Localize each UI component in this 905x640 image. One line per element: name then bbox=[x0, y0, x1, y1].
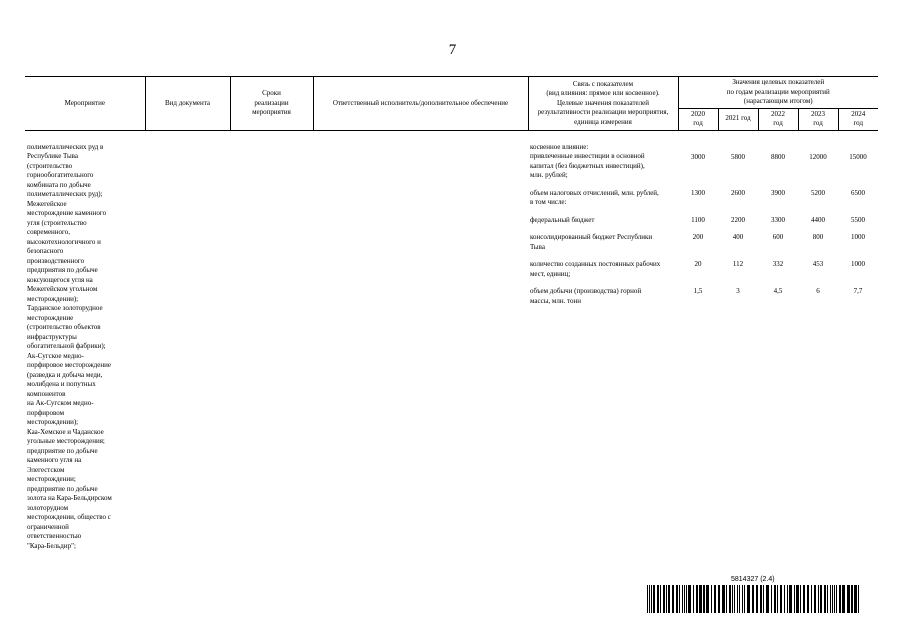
indicator-value: 800 bbox=[812, 233, 824, 241]
indicator-line: массы, млн. тонн bbox=[530, 296, 582, 305]
indicators-cell bbox=[528, 130, 878, 551]
activity-line: месторождении, общество с bbox=[27, 513, 111, 521]
header-year-2024: 2024 год bbox=[838, 108, 878, 130]
indicator-label bbox=[528, 216, 678, 234]
indicator-row bbox=[528, 233, 878, 260]
header-activity: Мероприятие bbox=[25, 77, 145, 131]
activity-line: порфировое месторождение bbox=[27, 361, 111, 369]
indicator-line: капитал (без бюджетных инвестиций), bbox=[530, 161, 645, 170]
indicator-value: 2200 bbox=[731, 215, 745, 224]
activity-line: предприятие по добыче bbox=[27, 484, 98, 493]
indicator-line: консолидированный бюджет Республики bbox=[530, 233, 653, 241]
header-year-2022: 2022 год bbox=[758, 108, 798, 130]
activity-line: современного, bbox=[27, 228, 70, 236]
activity-line: "Кара-Бельдир"; bbox=[27, 541, 76, 550]
activity-line: компонентов bbox=[27, 389, 66, 398]
indicator-value: 1000 bbox=[851, 260, 865, 268]
indicator-line: объем налоговых отчислений, млн. рублей, bbox=[530, 188, 659, 197]
indicator-value: 600 bbox=[772, 233, 784, 241]
indicator-row bbox=[528, 143, 878, 189]
indicator-value: 8800 bbox=[771, 152, 785, 161]
header-link-line: Целевые значения показателей bbox=[557, 98, 649, 107]
activity-line: на Ак-Сугском медно- bbox=[27, 399, 94, 407]
indicator-label bbox=[528, 189, 678, 216]
indicator-label bbox=[528, 143, 678, 189]
activity-line: Ак-Сугское медно- bbox=[27, 351, 84, 360]
header-year-2021: 2021 год bbox=[718, 108, 758, 130]
barcode bbox=[645, 576, 863, 614]
indicator-row bbox=[528, 260, 878, 287]
activity-line: полиметаллических руд); bbox=[27, 190, 103, 198]
activity-line: месторождение bbox=[27, 313, 74, 322]
activity-line: безопасного bbox=[27, 247, 64, 255]
header-doc-type: Вид документа bbox=[145, 77, 230, 131]
indicator-value: 200 bbox=[692, 233, 704, 241]
header-values-line: Значения целевых показателей bbox=[732, 78, 825, 86]
header-terms-line: мероприятия bbox=[252, 108, 291, 116]
activity-line: Межегейском угольном bbox=[27, 285, 98, 293]
activity-line: (строительство bbox=[27, 161, 73, 170]
indicator-value: 3 bbox=[736, 287, 740, 295]
activity-line: ответственностью bbox=[27, 532, 82, 540]
activity-line: порфировом bbox=[27, 408, 65, 417]
activity-line: Республике Тыва bbox=[27, 152, 79, 160]
indicator-value: 453 bbox=[812, 260, 824, 268]
header-values-line: (нарастающим итогом) bbox=[743, 97, 813, 105]
executor-cell bbox=[313, 130, 528, 551]
activity-line: каменного угля на bbox=[27, 456, 82, 464]
indicator-line: мест, единиц; bbox=[530, 269, 571, 278]
header-link-line: результативности реализации мероприятия, bbox=[537, 108, 669, 116]
indicator-value: 2600 bbox=[731, 188, 745, 197]
indicator-label bbox=[528, 260, 678, 287]
indicator-value: 1,5 bbox=[693, 287, 703, 295]
indicator-line: объем добычи (производства) горной bbox=[530, 287, 642, 295]
targets-table bbox=[25, 76, 878, 551]
indicator-value: 4400 bbox=[811, 215, 825, 224]
indicator-value: 1000 bbox=[851, 233, 865, 241]
indicator-line: привлеченные инвестиции в основной bbox=[530, 152, 645, 160]
header-terms-line: Сроки bbox=[262, 89, 281, 97]
activity-line: (разведка и добыча меди, bbox=[27, 370, 103, 379]
activity-line: комбината по добыче bbox=[27, 180, 91, 189]
indicator-value: 112 bbox=[732, 260, 744, 268]
table-row bbox=[25, 130, 878, 551]
indicator-value: 6 bbox=[816, 287, 820, 295]
header-terms-line: реализации bbox=[254, 98, 289, 107]
header-values-line: по годам реализации мероприятий bbox=[726, 87, 830, 96]
indicator-line: количество созданных постоянных рабочих bbox=[530, 260, 661, 268]
indicator-label bbox=[528, 287, 678, 314]
activity-line: угля (строительство bbox=[27, 218, 87, 227]
indicator-row bbox=[528, 216, 878, 234]
activity-line: Межегейское bbox=[27, 199, 67, 208]
indicator-value: 3900 bbox=[771, 188, 785, 197]
indicators-table bbox=[528, 143, 878, 315]
activity-line: ограниченной bbox=[27, 522, 69, 531]
indicator-row bbox=[528, 287, 878, 314]
indicator-value: 3300 bbox=[771, 215, 785, 224]
indicator-value: 1100 bbox=[691, 215, 705, 224]
header-link-line: единица измерения bbox=[574, 117, 632, 126]
activity-line: месторождении); bbox=[27, 418, 79, 426]
activity-line: Каа-Хемское и Чаданское bbox=[27, 427, 104, 436]
activity-line: предприятие по добыче bbox=[27, 446, 98, 455]
activity-line: золота на Кара-Бельдирском bbox=[27, 494, 112, 502]
indicator-value: 5800 bbox=[731, 152, 745, 161]
activity-line: Элегестском bbox=[27, 465, 65, 474]
activity-cell bbox=[25, 130, 145, 551]
barcode-number: 5814327 (2.4) bbox=[731, 576, 775, 583]
indicator-line: в том числе: bbox=[530, 198, 567, 206]
activity-line: инфраструктуры bbox=[27, 332, 77, 341]
activity-line: месторождении; bbox=[27, 475, 76, 483]
indicator-value: 1300 bbox=[691, 188, 705, 197]
activity-line: (строительство объектов bbox=[27, 323, 101, 331]
indicator-value: 332 bbox=[772, 260, 784, 268]
indicator-value: 5200 bbox=[811, 188, 825, 197]
indicator-row bbox=[528, 189, 878, 216]
page-number: 7 bbox=[448, 42, 457, 58]
activity-line: молибдена и попутных bbox=[27, 380, 96, 388]
activity-line: коксующегося угля на bbox=[27, 275, 93, 284]
activity-line: месторождении); bbox=[27, 294, 79, 303]
indicator-value: 20 bbox=[694, 260, 702, 268]
indicator-label bbox=[528, 233, 678, 260]
indicator-value: 7,7 bbox=[853, 287, 863, 295]
activity-line: предприятия по добыче bbox=[27, 266, 98, 274]
header-link-line: Связь с показателем bbox=[572, 79, 634, 88]
indicator-value: 6500 bbox=[851, 188, 865, 197]
activity-line: обогатительной фабрики); bbox=[27, 342, 106, 350]
indicator-line: федеральный бюджет bbox=[530, 215, 595, 224]
activity-text bbox=[27, 143, 143, 552]
activity-line: производственного bbox=[27, 256, 85, 265]
activity-line: золоторудном bbox=[27, 503, 69, 512]
indicator-value: 12000 bbox=[809, 152, 827, 161]
header-year-2023: 2023 год bbox=[798, 108, 838, 130]
header-terms bbox=[230, 77, 313, 131]
doc-type-cell bbox=[145, 130, 230, 551]
indicator-value: 15000 bbox=[849, 152, 867, 161]
activity-line: Тарданское золоторудное bbox=[27, 304, 103, 312]
header-year-2020: 2020 год bbox=[678, 108, 718, 130]
indicator-value: 5500 bbox=[851, 215, 865, 224]
barcode-icon bbox=[645, 585, 863, 613]
indicator-line: косвенное влияние: bbox=[530, 142, 589, 151]
indicator-value: 4,5 bbox=[773, 287, 783, 295]
header-link-line: (вид влияния: прямое или косвенное). bbox=[546, 89, 660, 97]
terms-cell bbox=[230, 130, 313, 551]
header-link bbox=[528, 77, 678, 131]
header-values-group bbox=[678, 77, 878, 109]
indicator-line: Тыва bbox=[530, 242, 545, 251]
indicator-value: 3000 bbox=[691, 152, 705, 161]
activity-line: горнообогатительного bbox=[27, 171, 94, 179]
indicator-line: млн. рублей; bbox=[530, 171, 568, 179]
activity-line: высокотехнологичного и bbox=[27, 237, 101, 246]
header-executor: Ответственный исполнитель/дополнительное обеспечение bbox=[313, 77, 528, 131]
activity-line: угольные месторождения; bbox=[27, 437, 105, 445]
indicator-value: 400 bbox=[732, 233, 744, 241]
activity-line: месторождение каменного bbox=[27, 209, 107, 217]
activity-line: полиметаллических руд в bbox=[27, 142, 104, 151]
